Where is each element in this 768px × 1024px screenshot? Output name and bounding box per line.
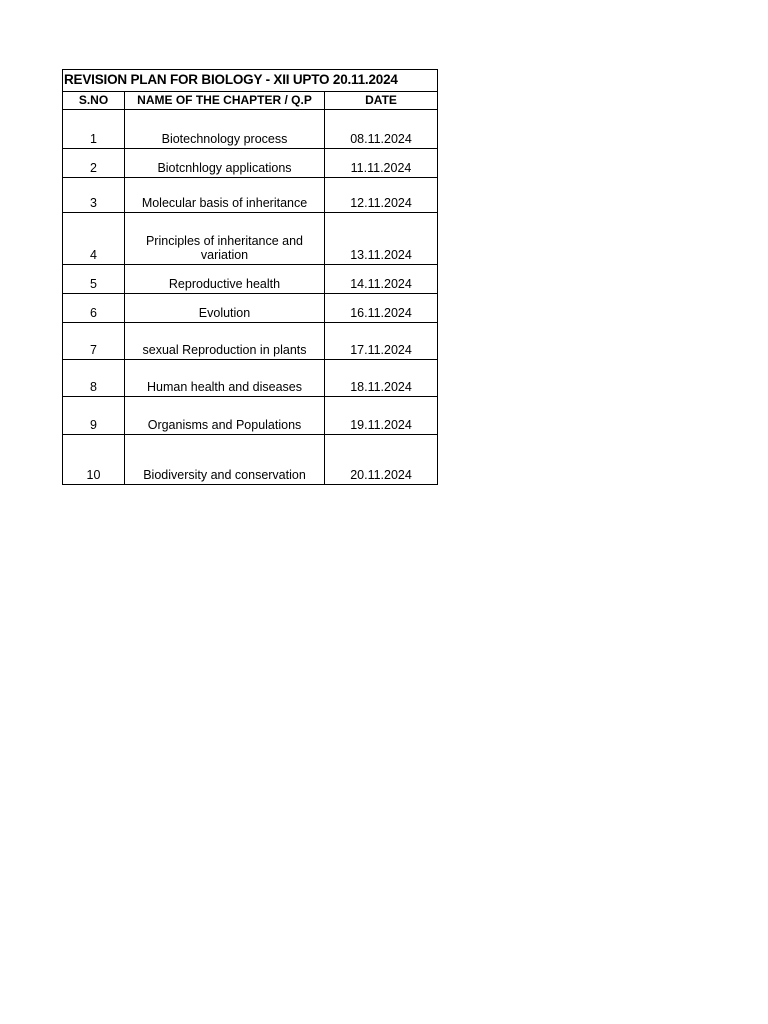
title-row (63, 70, 438, 92)
sno-cell: 10 (63, 435, 125, 485)
sno-cell: 6 (63, 294, 125, 323)
sno-cell: 4 (63, 213, 125, 265)
date-cell: 20.11.2024 (325, 435, 438, 485)
date-cell: 18.11.2024 (325, 360, 438, 397)
date-cell: 16.11.2024 (325, 294, 438, 323)
header-date: DATE (325, 92, 438, 110)
table-row (63, 265, 438, 294)
date-cell: 13.11.2024 (325, 213, 438, 265)
header-sno: S.NO (63, 92, 125, 110)
sno-cell: 1 (63, 110, 125, 149)
table-row (63, 397, 438, 435)
sno-cell: 3 (63, 178, 125, 213)
sno-cell: 8 (63, 360, 125, 397)
sno-cell: 5 (63, 265, 125, 294)
chapter-cell: Reproductive health (125, 265, 325, 294)
header-row (63, 92, 438, 110)
table-row (63, 294, 438, 323)
chapter-cell: Human health and diseases (125, 360, 325, 397)
chapter-cell: Biotechnology process (125, 110, 325, 149)
chapter-cell: Molecular basis of inheritance (125, 178, 325, 213)
chapter-cell: Organisms and Populations (125, 397, 325, 435)
table-row (63, 149, 438, 178)
sno-cell: 2 (63, 149, 125, 178)
chapter-cell: Evolution (125, 294, 325, 323)
chapter-cell: sexual Reproduction in plants (125, 323, 325, 360)
sno-cell: 9 (63, 397, 125, 435)
table-row (63, 323, 438, 360)
chapter-cell: Biodiversity and conservation (125, 435, 325, 485)
table-row (63, 213, 438, 265)
date-cell: 08.11.2024 (325, 110, 438, 149)
table-row (63, 178, 438, 213)
sno-cell: 7 (63, 323, 125, 360)
date-cell: 12.11.2024 (325, 178, 438, 213)
date-cell: 11.11.2024 (325, 149, 438, 178)
table-row (63, 435, 438, 485)
date-cell: 19.11.2024 (325, 397, 438, 435)
table-row (63, 360, 438, 397)
chapter-cell: Biotcnhlogy applications (125, 149, 325, 178)
date-cell: 14.11.2024 (325, 265, 438, 294)
revision-plan-table (62, 69, 438, 485)
header-chapter: NAME OF THE CHAPTER / Q.P (125, 92, 325, 110)
table-title: REVISION PLAN FOR BIOLOGY - XII UPTO 20.11.2024 (63, 70, 438, 92)
chapter-cell: Principles of inheritance and variation (125, 213, 325, 265)
date-cell: 17.11.2024 (325, 323, 438, 360)
table-row (63, 110, 438, 149)
